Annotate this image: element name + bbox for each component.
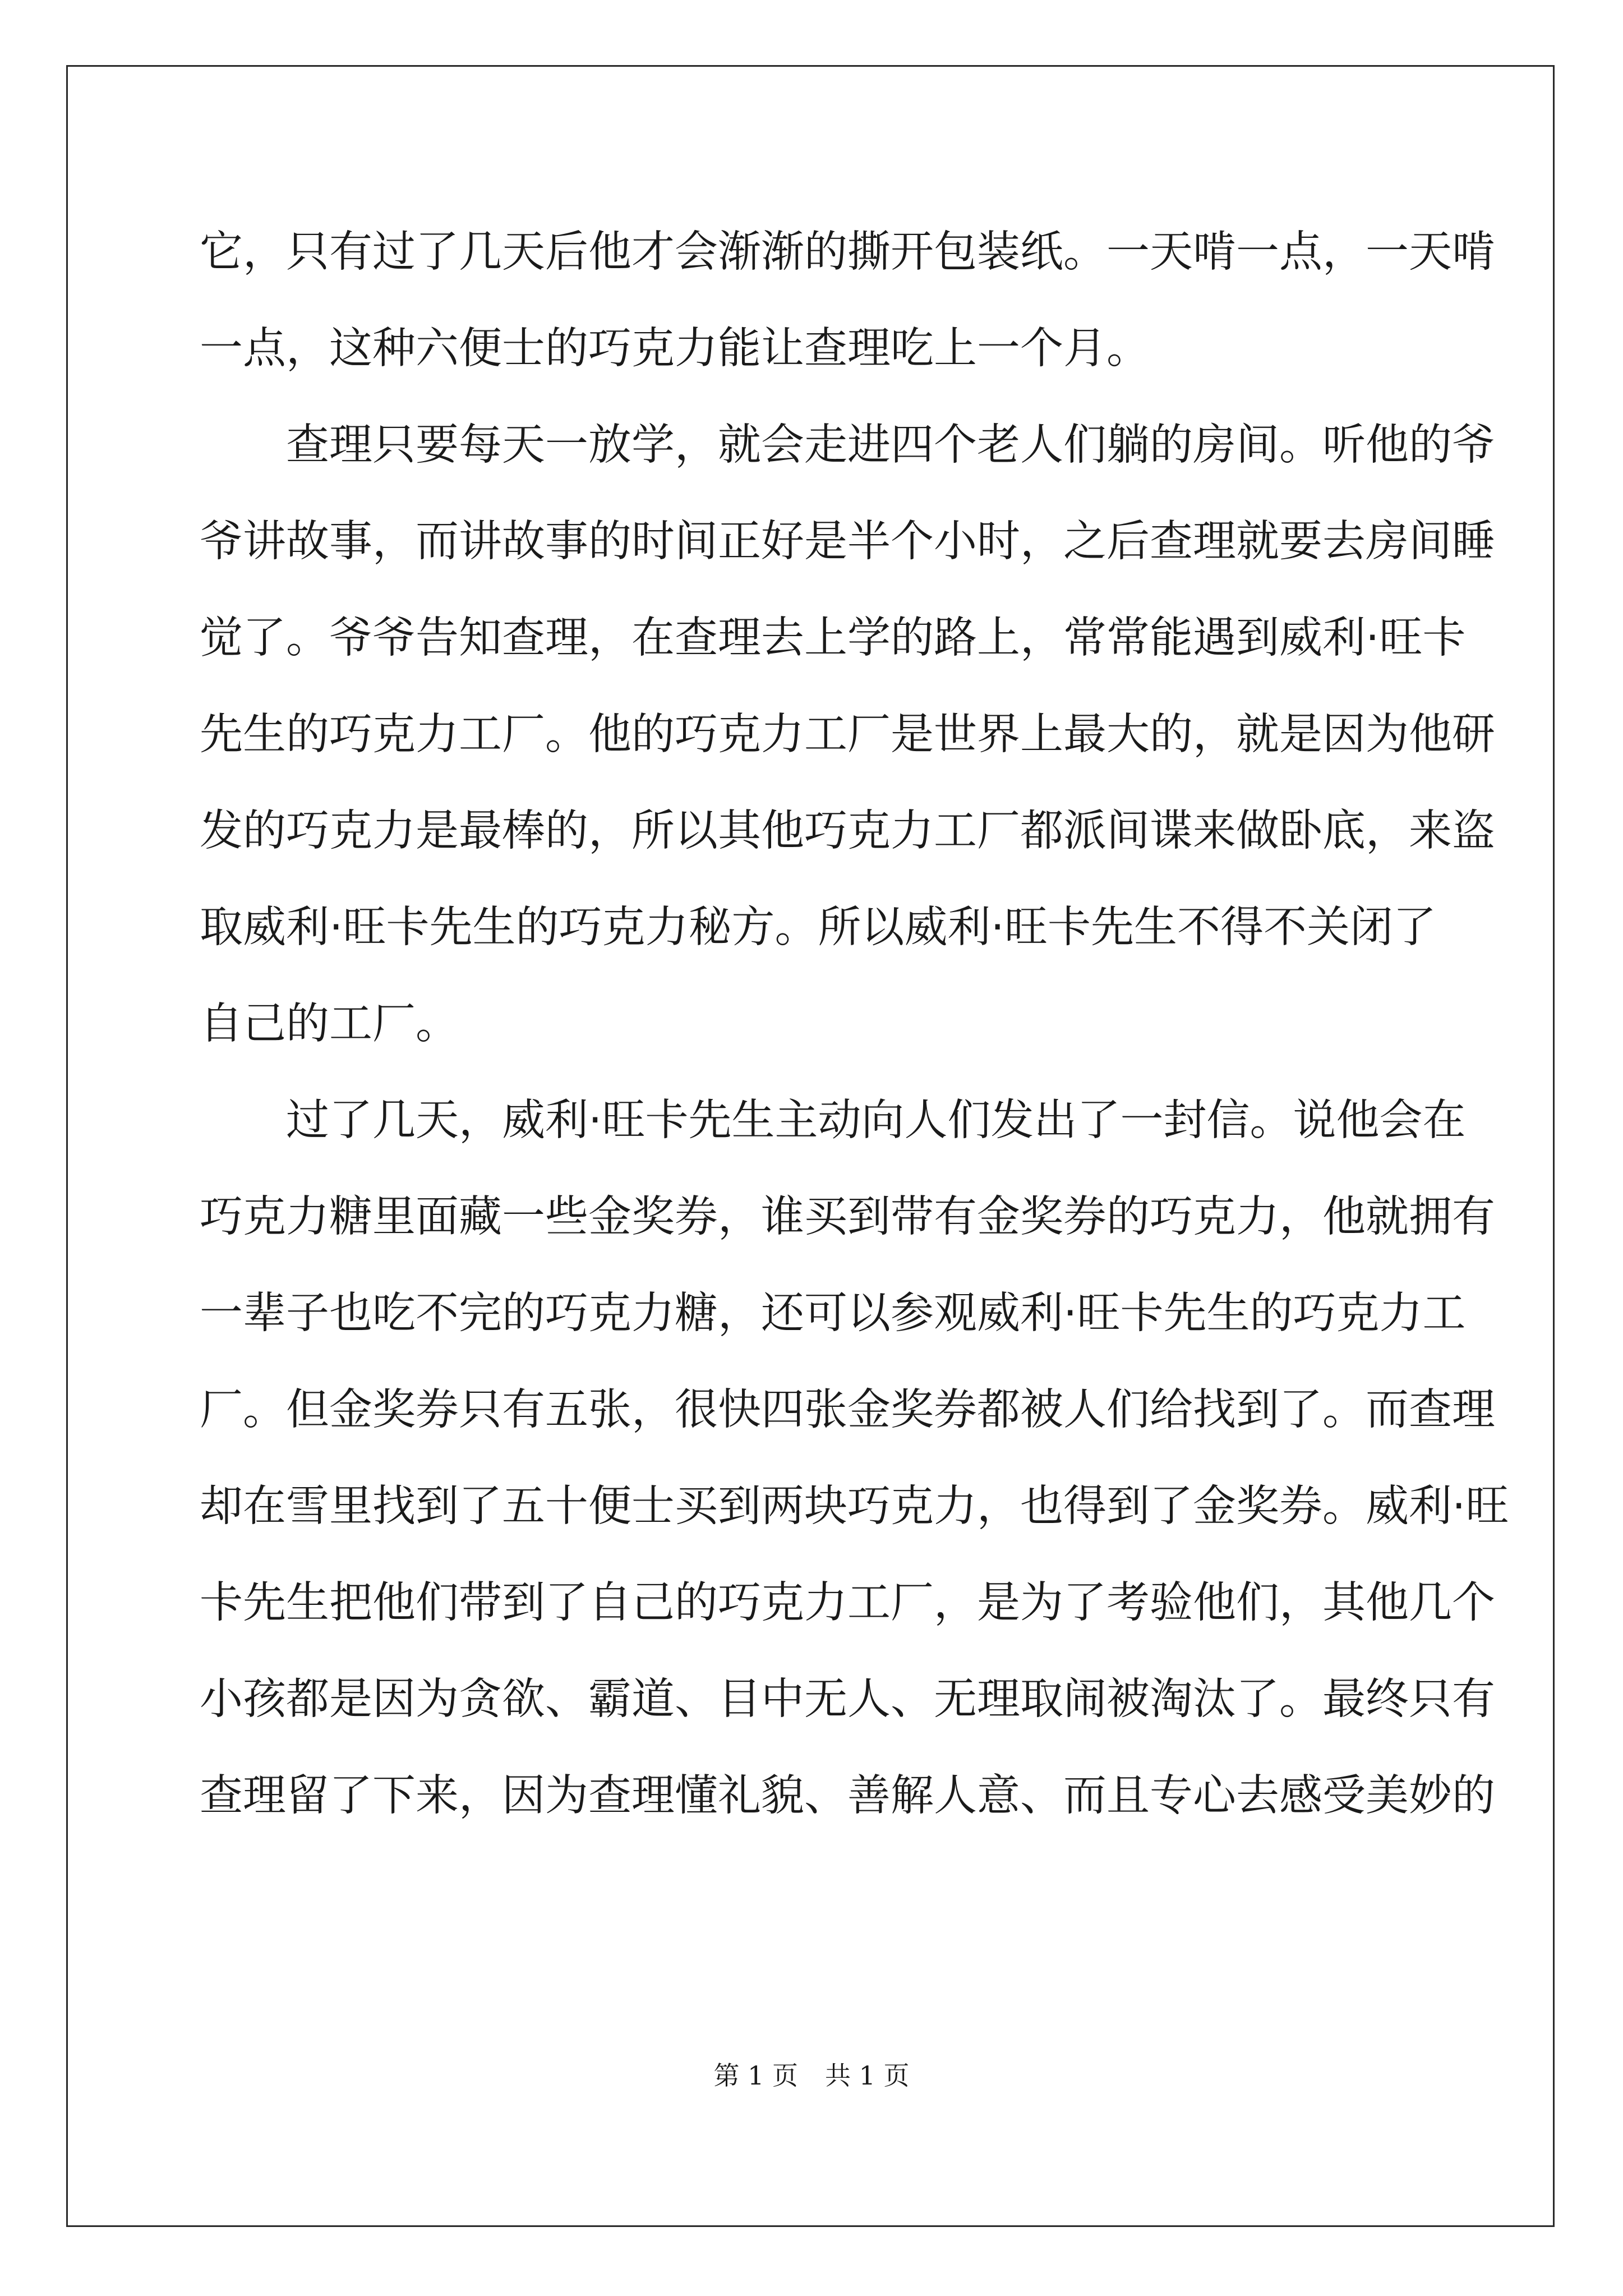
text-line: 取威利·旺卡先生的巧克力秘方。所以威利·旺卡先生不得不关闭了 bbox=[200, 903, 1436, 953]
document-body bbox=[200, 213, 1509, 1853]
text-line: 觉了。爷爷告知查理，在查理去上学的路上，常常能遇到威利·旺卡 bbox=[200, 613, 1466, 663]
paragraph-start-line: 过了几天，威利·旺卡先生主动向人们发出了一封信。说他会在 bbox=[286, 1096, 1466, 1145]
text-line: 卡先生把他们带到了自己的巧克力工厂，是为了考验他们，其他几个 bbox=[200, 1578, 1495, 1628]
text-line: 一点，这种六便士的巧克力能让查理吃上一个月。 bbox=[200, 324, 1150, 374]
text-line: 查理留了下来，因为查理懂礼貌、善解人意、而且专心去感受美妙的 bbox=[200, 1771, 1495, 1821]
page-footer bbox=[0, 2055, 1623, 2092]
text-line: 爷讲故事，而讲故事的时间正好是半个小时，之后查理就要去房间睡 bbox=[200, 517, 1495, 567]
text-line: 厂。但金奖券只有五张，很快四张金奖券都被人们给找到了。而查理 bbox=[200, 1385, 1495, 1435]
text-line: 一辈子也吃不完的巧克力糖，还可以参观威利·旺卡先生的巧克力工 bbox=[200, 1289, 1466, 1338]
text-line: 自己的工厂。 bbox=[200, 999, 459, 1049]
page-total: 共 1 页 bbox=[825, 2060, 910, 2091]
text-line: 它，只有过了几天后他才会渐渐的撕开包装纸。一天啃一点，一天啃 bbox=[200, 227, 1495, 277]
paragraph-start-line: 查理只要每天一放学，就会走进四个老人们躺的房间。听他的爷 bbox=[286, 420, 1495, 470]
text-line: 巧克力糖里面藏一些金奖券，谁买到带有金奖券的巧克力，他就拥有 bbox=[200, 1192, 1495, 1242]
text-line: 小孩都是因为贪欲、霸道、目中无人、无理取闹被淘汰了。最终只有 bbox=[200, 1674, 1495, 1724]
text-line: 却在雪里找到了五十便士买到两块巧克力，也得到了金奖券。威利·旺 bbox=[200, 1481, 1509, 1531]
page-number: 第 1 页 bbox=[713, 2060, 798, 2091]
text-line: 先生的巧克力工厂。他的巧克力工厂是世界上最大的，就是因为他研 bbox=[200, 710, 1495, 760]
text-line: 发的巧克力是最棒的，所以其他巧克力工厂都派间谍来做卧底，来盗 bbox=[200, 806, 1495, 856]
